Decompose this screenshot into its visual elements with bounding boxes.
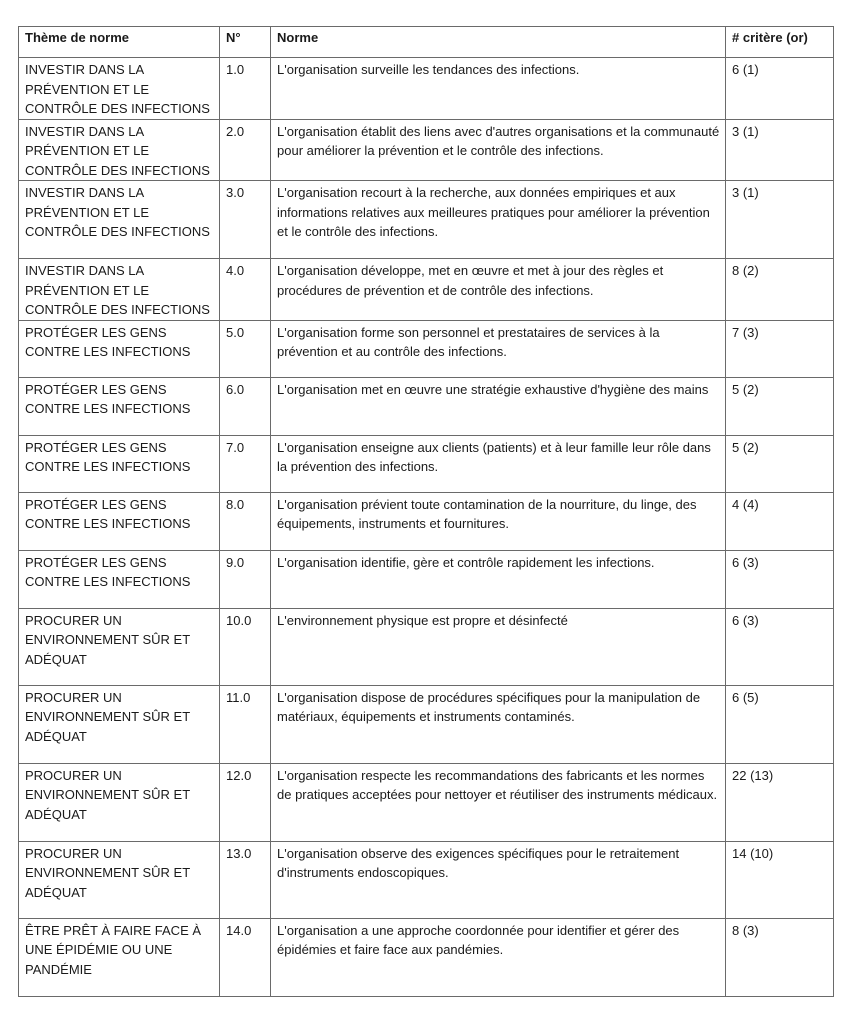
cell-theme: INVESTIR DANS LA PRÉVENTION ET LE CONTRÔLE DES INFECTIONS	[19, 181, 220, 259]
table-row	[19, 119, 834, 181]
header-number: N°	[220, 27, 271, 58]
cell-theme: PROTÉGER LES GENS CONTRE LES INFECTIONS	[19, 377, 220, 435]
cell-criteria: 6 (5)	[726, 685, 834, 763]
table-row	[19, 841, 834, 918]
cell-norme: L'organisation développe, met en œuvre et met à jour des règles et procédures de prévention et de contrôle des infections.	[271, 259, 726, 321]
cell-number: 12.0	[220, 763, 271, 841]
table-row	[19, 58, 834, 120]
header-criteria: # critère (or)	[726, 27, 834, 58]
cell-theme: PROCURER UN ENVIRONNEMENT SÛR ET ADÉQUAT	[19, 685, 220, 763]
cell-norme: L'organisation prévient toute contamination de la nourriture, du linge, des équipements, instruments et fournitures.	[271, 492, 726, 550]
table-row	[19, 763, 834, 841]
table-row	[19, 377, 834, 435]
cell-theme: PROTÉGER LES GENS CONTRE LES INFECTIONS	[19, 550, 220, 608]
cell-criteria: 22 (13)	[726, 763, 834, 841]
table-row	[19, 608, 834, 685]
table-row	[19, 320, 834, 377]
cell-theme: PROTÉGER LES GENS CONTRE LES INFECTIONS	[19, 320, 220, 377]
cell-theme: PROCURER UN ENVIRONNEMENT SÛR ET ADÉQUAT	[19, 841, 220, 918]
cell-criteria: 6 (1)	[726, 58, 834, 120]
cell-criteria: 6 (3)	[726, 608, 834, 685]
cell-norme: L'organisation établit des liens avec d'autres organisations et la communauté pour améliorer la prévention et le contrôle des infections.	[271, 119, 726, 181]
cell-criteria: 8 (3)	[726, 918, 834, 996]
table-row	[19, 918, 834, 996]
table-row	[19, 259, 834, 321]
cell-norme: L'organisation respecte les recommandations des fabricants et les normes de pratiques acceptées pour nettoyer et réutiliser des instruments médicaux.	[271, 763, 726, 841]
cell-norme: L'organisation a une approche coordonnée pour identifier et gérer des épidémies et faire face aux pandémies.	[271, 918, 726, 996]
cell-theme: INVESTIR DANS LA PRÉVENTION ET LE CONTRÔLE DES INFECTIONS	[19, 259, 220, 321]
cell-norme: L'organisation enseigne aux clients (patients) et à leur famille leur rôle dans la prévention des infections.	[271, 435, 726, 492]
table-row	[19, 685, 834, 763]
cell-number: 1.0	[220, 58, 271, 120]
cell-theme: PROTÉGER LES GENS CONTRE LES INFECTIONS	[19, 435, 220, 492]
cell-norme: L'organisation dispose de procédures spécifiques pour la manipulation de matériaux, équipements et instruments contaminés.	[271, 685, 726, 763]
cell-theme: PROCURER UN ENVIRONNEMENT SÛR ET ADÉQUAT	[19, 763, 220, 841]
cell-norme: L'organisation met en œuvre une stratégie exhaustive d'hygiène des mains	[271, 377, 726, 435]
cell-number: 3.0	[220, 181, 271, 259]
cell-criteria: 7 (3)	[726, 320, 834, 377]
cell-criteria: 8 (2)	[726, 259, 834, 321]
cell-theme: PROCURER UN ENVIRONNEMENT SÛR ET ADÉQUAT	[19, 608, 220, 685]
table-row	[19, 181, 834, 259]
cell-number: 10.0	[220, 608, 271, 685]
cell-criteria: 6 (3)	[726, 550, 834, 608]
cell-theme: ÊTRE PRÊT À FAIRE FACE À UNE ÉPIDÉMIE OU UNE PANDÉMIE	[19, 918, 220, 996]
cell-criteria: 14 (10)	[726, 841, 834, 918]
header-theme: Thème de norme	[19, 27, 220, 58]
cell-number: 5.0	[220, 320, 271, 377]
table-row	[19, 550, 834, 608]
cell-criteria: 4 (4)	[726, 492, 834, 550]
cell-criteria: 5 (2)	[726, 377, 834, 435]
cell-number: 7.0	[220, 435, 271, 492]
cell-norme: L'organisation identifie, gère et contrôle rapidement les infections.	[271, 550, 726, 608]
cell-norme: L'organisation forme son personnel et prestataires de services à la prévention et au contrôle des infections.	[271, 320, 726, 377]
cell-number: 14.0	[220, 918, 271, 996]
cell-number: 4.0	[220, 259, 271, 321]
table-row	[19, 492, 834, 550]
cell-norme: L'organisation observe des exigences spécifiques pour le retraitement d'instruments endoscopiques.	[271, 841, 726, 918]
cell-theme: INVESTIR DANS LA PRÉVENTION ET LE CONTRÔLE DES INFECTIONS	[19, 119, 220, 181]
cell-number: 11.0	[220, 685, 271, 763]
table-row	[19, 435, 834, 492]
cell-number: 6.0	[220, 377, 271, 435]
cell-norme: L'organisation recourt à la recherche, aux données empiriques et aux informations relatives aux meilleures pratiques pour améliorer la prévention et le contrôle des infections.	[271, 181, 726, 259]
cell-number: 9.0	[220, 550, 271, 608]
standards-table	[18, 26, 834, 997]
table-header-row	[19, 27, 834, 58]
cell-norme: L'environnement physique est propre et désinfecté	[271, 608, 726, 685]
cell-criteria: 3 (1)	[726, 181, 834, 259]
cell-norme: L'organisation surveille les tendances des infections.	[271, 58, 726, 120]
cell-number: 8.0	[220, 492, 271, 550]
cell-theme: INVESTIR DANS LA PRÉVENTION ET LE CONTRÔLE DES INFECTIONS	[19, 58, 220, 120]
cell-criteria: 3 (1)	[726, 119, 834, 181]
cell-number: 13.0	[220, 841, 271, 918]
header-norme: Norme	[271, 27, 726, 58]
cell-number: 2.0	[220, 119, 271, 181]
cell-criteria: 5 (2)	[726, 435, 834, 492]
cell-theme: PROTÉGER LES GENS CONTRE LES INFECTIONS	[19, 492, 220, 550]
